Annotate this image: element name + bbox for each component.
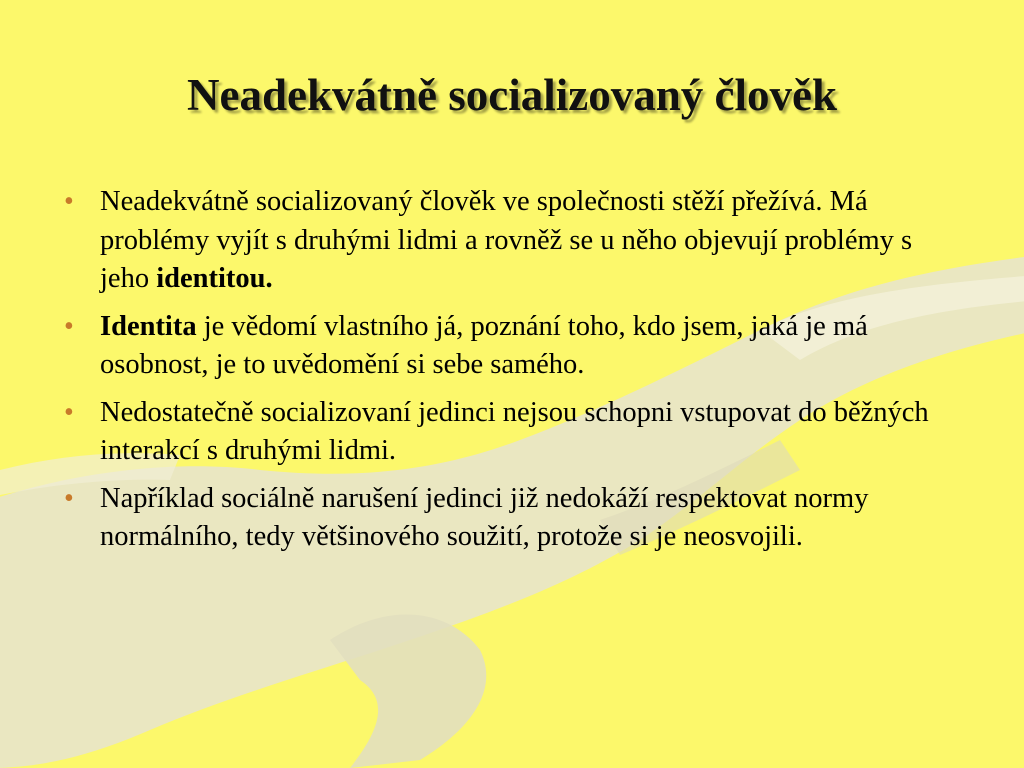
- bullet-dot-icon: •: [64, 482, 74, 514]
- bullet-item: [60, 480, 960, 557]
- bullet-dot-icon: •: [64, 310, 74, 342]
- bullet-bold-text: Identita: [100, 310, 197, 342]
- bullet-text: je vědomí vlastního já, poznání toho, kdo jsem, jaká je má osobnost, je to uvědomění si sebe samého.: [100, 310, 868, 380]
- bullet-dot-icon: •: [64, 186, 74, 217]
- bullet-text: Například sociálně narušení jedinci již nedokáží respektovat normy normálního, tedy většinového soužití, protože si je neosvojili.: [100, 482, 869, 552]
- bullet-list: [60, 183, 960, 566]
- bullet-item: [60, 308, 960, 385]
- bullet-text: Nedostatečně socializovaní jedinci nejsou schopni vstupovat do běžných interakcí s druhými lidmi.: [100, 396, 929, 466]
- bullet-item: [60, 394, 960, 471]
- bullet-bold-text: identitou.: [156, 263, 273, 294]
- bullet-text: Neadekvátně socializovaný člověk ve společnosti stěží přežívá. Má problémy vyjít s druhými lidmi a rovněž se u něho objevují problémy s jeho: [100, 186, 913, 294]
- bullet-dot-icon: •: [64, 396, 74, 428]
- bullet-item: [60, 183, 960, 299]
- slide-title: Neadekvátně socializovaný člověk: [187, 70, 837, 120]
